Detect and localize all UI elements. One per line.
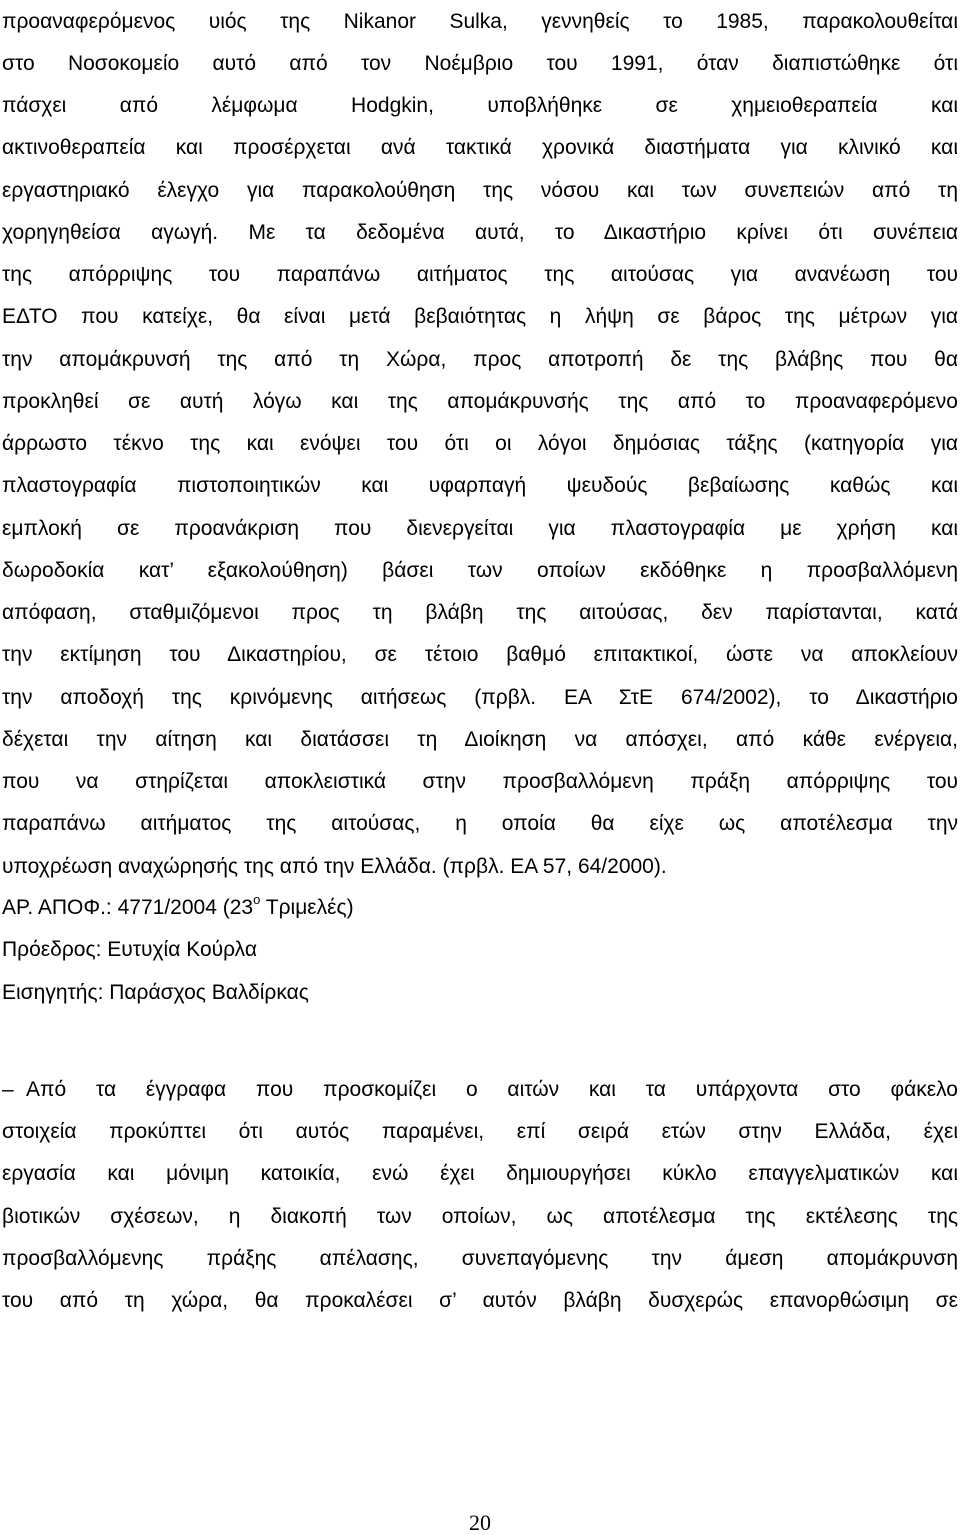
text-line: προαναφερόμενος υιός της Nikanor Sulka, γεννηθείς το 1985, παρακολουθείται	[2, 10, 958, 33]
text-line: της απόρριψης του παραπάνω αιτήματος της αιτούσας για ανανέωση του	[2, 263, 958, 286]
decision-number	[2, 894, 958, 922]
text-line: πλαστογραφία πιστοποιητικών και υφαρπαγή ψευδούς βεβαίωσης καθώς και	[2, 474, 958, 497]
dash-marker: –	[2, 1078, 14, 1101]
text-line	[2, 1076, 958, 1104]
text-line: εμπλοκή σε προανάκριση που διενεργείται για πλαστογραφία με χρήση και	[2, 517, 958, 540]
text-line: ακτινοθεραπεία και προσέρχεται ανά τακτικά χρονικά διαστήματα για κλινικό και	[2, 136, 958, 159]
text-line: την απομάκρυνσή της από τη Χώρα, προς αποτροπή δε της βλάβης που θα	[2, 348, 958, 371]
text-line: δέχεται την αίτηση και διατάσσει τη Διοίκηση να απόσχει, από κάθε ενέργεια,	[2, 728, 958, 751]
text-line: που να στηρίζεται αποκλειστικά στην προσβαλλόμενη πράξη απόρριψης του	[2, 770, 958, 793]
text-line-content: Από τα έγγραφα που προσκομίζει ο αιτών και τα υπάρχοντα στο φάκελο	[26, 1078, 958, 1101]
text-line-last: υποχρέωση αναχώρησής της από την Ελλάδα. (πρβλ. ΕΑ 57, 64/2000).	[2, 855, 667, 878]
text-line: εργαστηριακό έλεγχο για παρακολούθηση της νόσου και των συνεπειών από τη	[2, 179, 958, 202]
text-line: στο Νοσοκομείο αυτό από τον Νοέμβριο του 1991, όταν διαπιστώθηκε ότι	[2, 52, 958, 75]
text-line: δωροδοκία κατ’ εξακολούθηση) βάσει των οποίων εκδόθηκε η προσβαλλόμενη	[2, 559, 958, 582]
decision-number-text: ΑΡ. ΑΠΟΦ.: 4771/2004 (23	[2, 896, 254, 919]
text-line: προκληθεί σε αυτή λόγω και της απομάκρυνσής της από το προαναφερόμενο	[2, 390, 958, 413]
rapporteur-name: Εισηγητής: Παράσχος Βαλδίρκας	[2, 981, 309, 1004]
text-line: στοιχεία προκύπτει ότι αυτός παραμένει, επί σειρά ετών στην Ελλάδα, έχει	[2, 1120, 958, 1143]
text-line: την αποδοχή της κρινόμενης αιτήσεως (πρβλ. ΕΑ ΣτΕ 674/2002), το Δικαστήριο	[2, 686, 958, 709]
text-line: εργασία και μόνιμη κατοικία, ενώ έχει δημιουργήσει κύκλο επαγγελματικών και	[2, 1162, 958, 1185]
text-line: απόφαση, σταθμιζόμενοι προς τη βλάβη της αιτούσας, δεν παρίστανται, κατά	[2, 601, 958, 624]
text-line: παραπάνω αιτήματος της αιτούσας, η οποία θα είχε ως αποτέλεσμα την	[2, 812, 958, 835]
ordinal-superscript: ο	[253, 892, 261, 907]
decision-court-type: Τριμελές)	[260, 896, 354, 919]
president-name: Πρόεδρος: Ευτυχία Κούρλα	[2, 938, 257, 961]
text-line: άρρωστο τέκνο της και ενόψει του ότι οι λόγοι δημόσιας τάξης (κατηγορία για	[2, 432, 958, 455]
text-line: χορηγηθείσα αγωγή. Με τα δεδομένα αυτά, το Δικαστήριο κρίνει ότι συνέπεια	[2, 221, 958, 244]
text-line: ΕΔΤΟ που κατείχε, θα είναι μετά βεβαιότητας η λήψη σε βάρος της μέτρων για	[2, 305, 958, 328]
text-line: την εκτίμηση του Δικαστηρίου, σε τέτοιο βαθμό επιτακτικοί, ώστε να αποκλείουν	[2, 643, 958, 666]
text-line: προσβαλλόμενης πράξης απέλασης, συνεπαγόμενης την άμεση απομάκρυνση	[2, 1247, 958, 1270]
text-line: πάσχει από λέμφωμα Hodgkin, υποβλήθηκε σε χημειοθεραπεία και	[2, 94, 958, 117]
page-number: 20	[469, 1510, 491, 1535]
text-line: του από τη χώρα, θα προκαλέσει σ’ αυτόν βλάβη δυσχερώς επανορθώσιμη σε	[2, 1289, 958, 1312]
text-line: βιοτικών σχέσεων, η διακοπή των οποίων, ως αποτέλεσμα της εκτέλεσης της	[2, 1205, 958, 1228]
